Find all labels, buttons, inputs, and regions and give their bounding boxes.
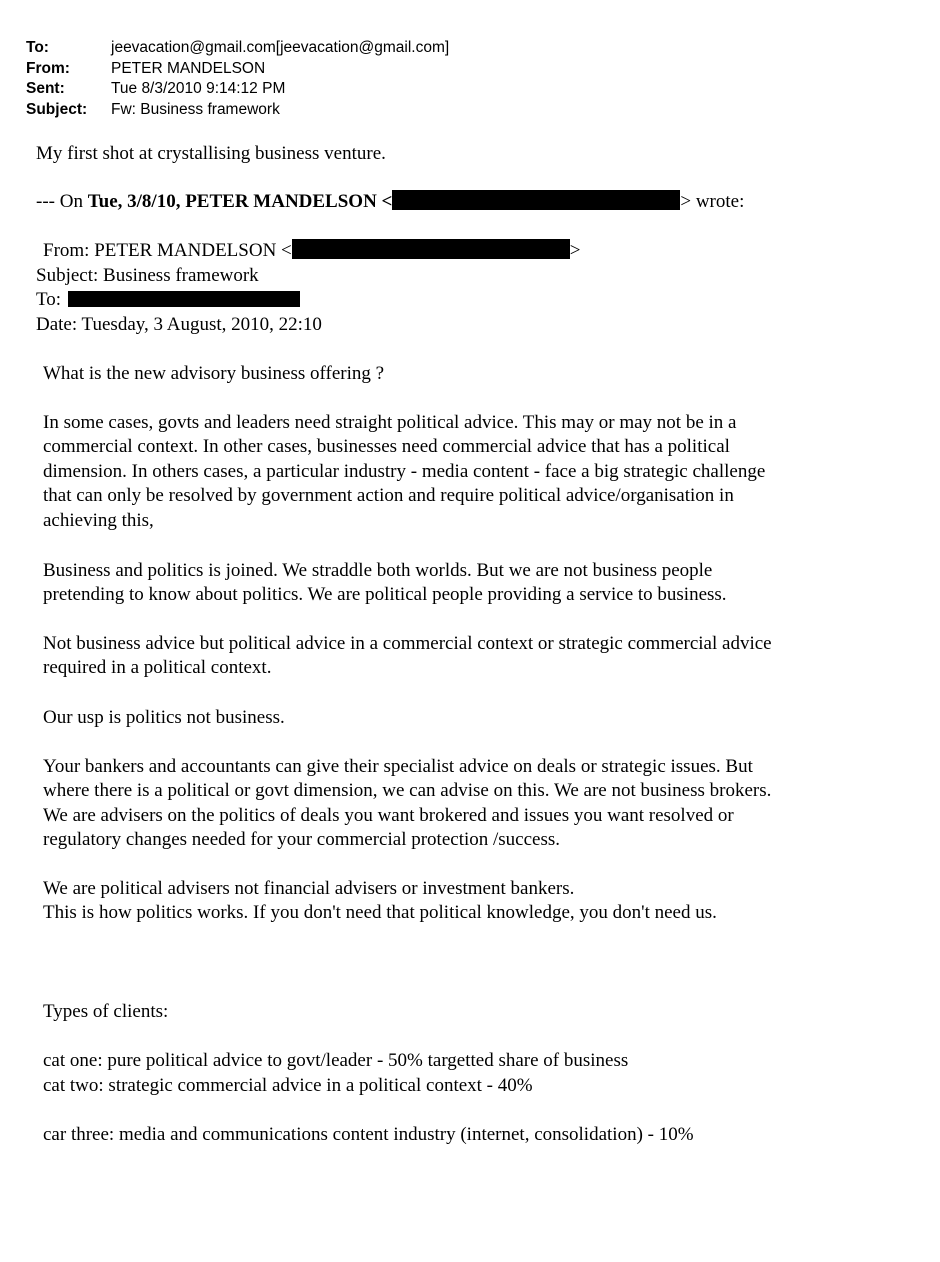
intro-line: My first shot at crystallising business venture. bbox=[36, 143, 386, 164]
paragraph-line: where there is a political or govt dimension, we can advise on this. We are not business brokers. bbox=[43, 780, 772, 802]
paragraph-1 bbox=[43, 411, 765, 533]
fwd-to-line bbox=[36, 288, 300, 312]
paragraph-line: This is how politics works. If you don't need that political knowledge, you don't need us. bbox=[43, 902, 717, 924]
quote-line bbox=[36, 190, 744, 214]
header-subject-row bbox=[26, 100, 280, 120]
fwd-date-line: Date: Tuesday, 3 August, 2010, 22:10 bbox=[36, 314, 322, 335]
sent-label: Sent: bbox=[26, 80, 65, 97]
redaction-bar bbox=[292, 239, 570, 259]
fwd-subject-line: Subject: Business framework bbox=[36, 265, 259, 286]
redaction-bar bbox=[392, 190, 680, 210]
paragraph-line: commercial context. In other cases, businesses need commercial advice that has a political bbox=[43, 436, 730, 458]
quote-prefix: --- On bbox=[36, 191, 88, 212]
paragraph-line: Business and politics is joined. We straddle both worlds. But we are not business people bbox=[43, 560, 713, 581]
to-label: To: bbox=[26, 39, 49, 56]
sent-value: Tue 8/3/2010 9:14:12 PM bbox=[111, 80, 286, 97]
fwd-from-line bbox=[43, 239, 580, 263]
from-label: From: bbox=[26, 60, 70, 77]
redaction-bar bbox=[68, 291, 300, 307]
paragraph-3 bbox=[43, 632, 772, 681]
subject-label: Subject: bbox=[26, 101, 88, 118]
quote-suffix: > wrote: bbox=[680, 191, 745, 212]
paragraph-5 bbox=[43, 755, 771, 853]
to-value: jeevacation@gmail.com[jeevacation@gmail.com] bbox=[111, 39, 450, 56]
header-sent-row bbox=[26, 79, 285, 99]
paragraph-line: pretending to know about politics. We are political people providing a service to business. bbox=[43, 584, 727, 606]
fwd-to-label: To: bbox=[36, 289, 62, 310]
subject-value: Fw: Business framework bbox=[111, 101, 280, 118]
paragraph-6 bbox=[43, 877, 717, 926]
paragraph-4: Our usp is politics not business. bbox=[43, 707, 285, 728]
paragraph-line: that can only be resolved by government action and require political advice/organisation in bbox=[43, 485, 734, 507]
body-question: What is the new advisory business offering ? bbox=[43, 363, 385, 384]
quote-sender: Tue, 3/8/10, PETER MANDELSON < bbox=[87, 191, 393, 212]
types-heading: Types of clients: bbox=[43, 1001, 169, 1022]
header-to-row bbox=[26, 38, 449, 58]
paragraph-line: required in a political context. bbox=[43, 657, 272, 679]
paragraph-line: regulatory changes needed for your commercial protection /success. bbox=[43, 829, 561, 851]
header-from-row bbox=[26, 59, 265, 79]
paragraph-line: Your bankers and accountants can give their specialist advice on deals or strategic issues. But bbox=[43, 756, 753, 777]
fwd-from-close: > bbox=[569, 240, 581, 261]
paragraph-2 bbox=[43, 559, 727, 608]
paragraph-line: In some cases, govts and leaders need straight political advice. This may or may not be in a bbox=[43, 412, 737, 433]
fwd-from-text: From: PETER MANDELSON < bbox=[43, 240, 292, 261]
client-category-two: cat two: strategic commercial advice in a political context - 40% bbox=[43, 1075, 533, 1096]
paragraph-line: We are advisers on the politics of deals you want brokered and issues you want resolved or bbox=[43, 804, 734, 826]
paragraph-line: We are political advisers not financial advisers or investment bankers. bbox=[43, 878, 575, 899]
client-category-three: car three: media and communications content industry (internet, consolidation) - 10% bbox=[43, 1124, 694, 1145]
from-value: PETER MANDELSON bbox=[111, 60, 266, 77]
paragraph-line: achieving this, bbox=[43, 509, 154, 531]
paragraph-line: Not business advice but political advice in a commercial context or strategic commercial advice bbox=[43, 633, 772, 654]
client-category-one: cat one: pure political advice to govt/leader - 50% targetted share of business bbox=[43, 1050, 629, 1071]
paragraph-line: dimension. In others cases, a particular industry - media content - face a big strategic challenge bbox=[43, 460, 766, 482]
